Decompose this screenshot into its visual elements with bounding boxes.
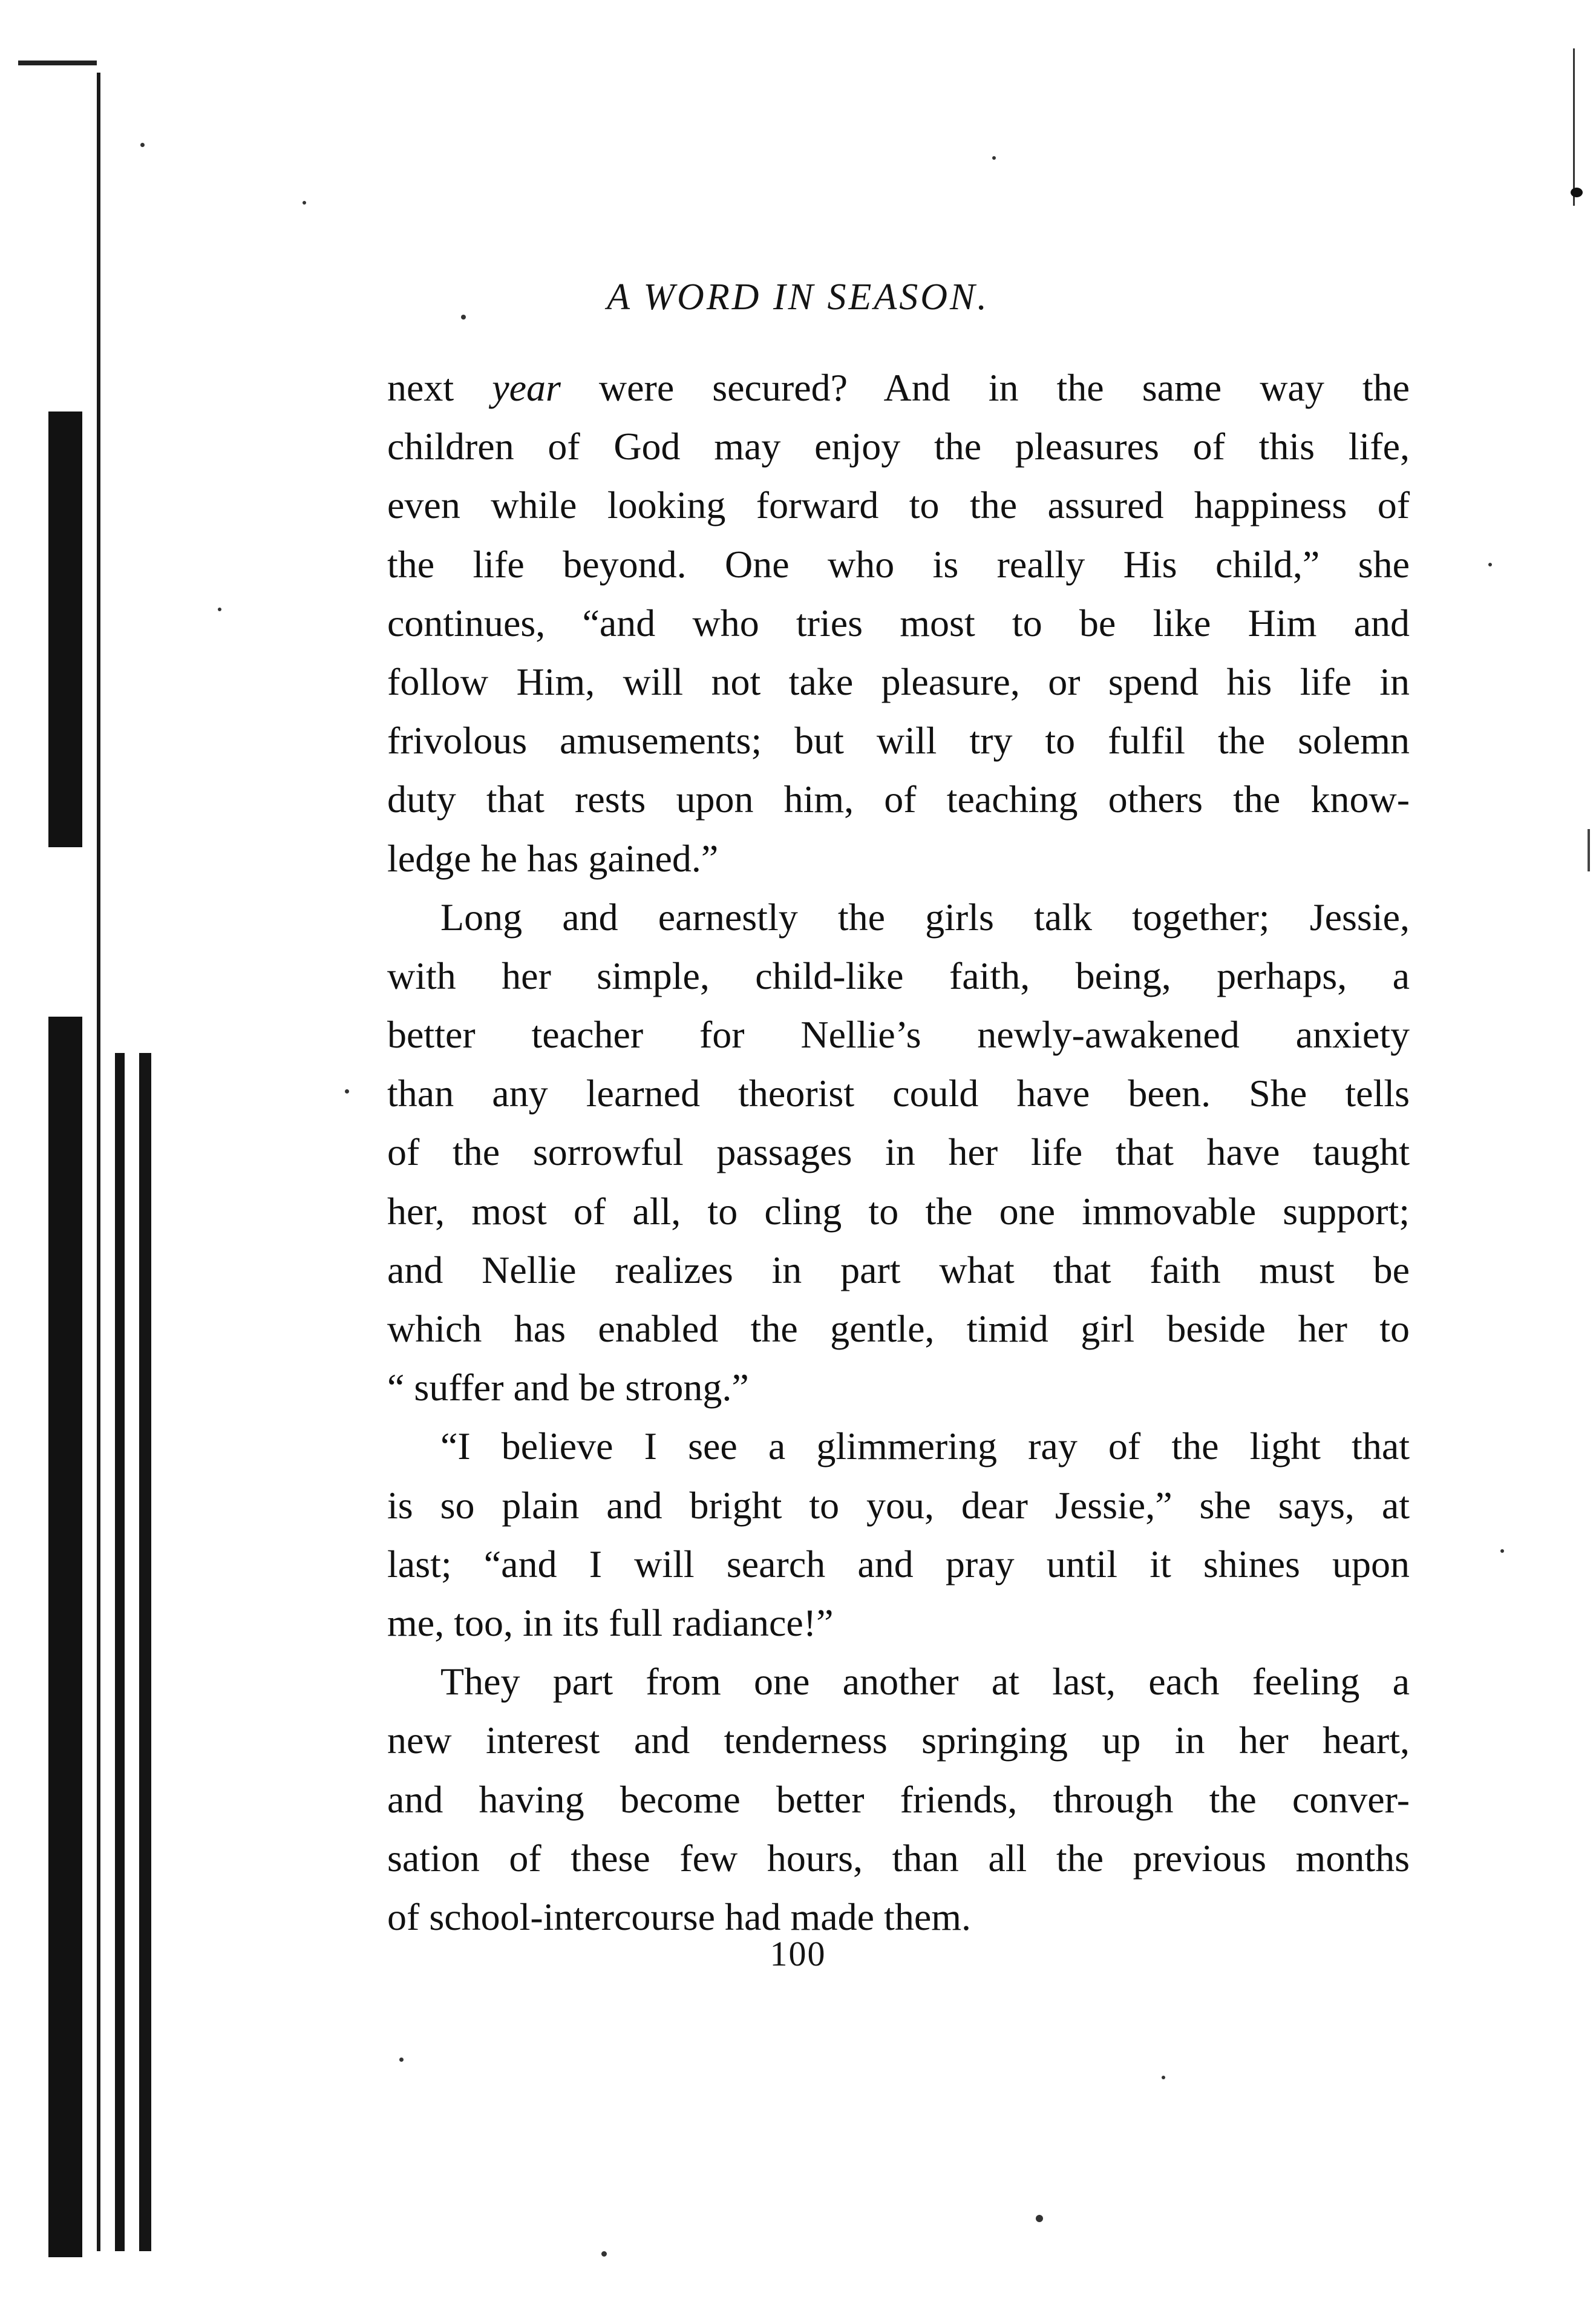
text-line: is so plain and bright to you, dear Jessie,” she says, at [387, 1483, 1410, 1527]
scan-speck [399, 2058, 404, 2062]
scan-speck [303, 201, 306, 205]
page-number: 100 [770, 1934, 826, 1973]
italic-word: year [492, 366, 561, 409]
binding-stripe [115, 1053, 125, 2251]
text-line: better teacher for Nellie’s newly-awakened anxiety [387, 1013, 1410, 1057]
scan-speck [345, 1089, 349, 1094]
scan-speck [1488, 563, 1492, 566]
binding-shadow-lower [48, 1017, 82, 2257]
scan-speck [140, 143, 145, 147]
text-line: “I believe I see a glimmering ray of the light that [440, 1425, 1410, 1468]
scan-speck [1036, 2215, 1043, 2222]
text-line: and having become better friends, through the conver- [387, 1777, 1410, 1821]
scan-artifact-tick [1588, 829, 1590, 871]
text-line: me, too, in its full radiance!” [387, 1601, 834, 1644]
text-line: Long and earnestly the girls talk together; Jessie, [440, 895, 1410, 939]
scan-speck [992, 156, 996, 160]
binding-shadow-upper [48, 412, 82, 847]
text-line: with her simple, child-like faith, being, perhaps, a [387, 954, 1410, 997]
text-line: the life beyond. One who is really His child,” she [387, 542, 1410, 586]
text-line: next year were secured? And in the same way the [387, 366, 1410, 409]
scan-artifact-right-edge [1573, 48, 1575, 206]
text-line: of the sorrowful passages in her life that have taught [387, 1130, 1410, 1174]
scan-artifact-top [18, 61, 97, 65]
scan-speck [1500, 1549, 1504, 1553]
text-line: children of God may enjoy the pleasures of this life, [387, 425, 1410, 468]
text-line: which has enabled the gentle, timid girl beside her to [387, 1307, 1410, 1350]
binding-stripe [139, 1053, 151, 2251]
text-line: sation of these few hours, than all the previous months [387, 1836, 1410, 1880]
text-line: They part from one another at last, each feeling a [440, 1660, 1410, 1704]
text-line: duty that rests upon him, of teaching others the know- [387, 778, 1410, 821]
scan-speck [218, 608, 221, 611]
text-line: new interest and tenderness springing up in her heart, [387, 1719, 1410, 1762]
text-line: frivolous amusements; but will try to fulfil the solemn [387, 719, 1410, 762]
text-line: and Nellie realizes in part what that faith must be [387, 1248, 1410, 1291]
text-line: “ suffer and be strong.” [387, 1366, 749, 1409]
scan-speck [1162, 2076, 1165, 2079]
text-line: even while looking forward to the assured happiness of [387, 484, 1410, 527]
text-line: of school-intercourse had made them. [387, 1895, 971, 1938]
text-line: continues, “and who tries most to be like Him and [387, 601, 1410, 644]
scan-speck [461, 315, 466, 320]
binding-edge [48, 73, 151, 2251]
scan-speck [601, 2251, 607, 2257]
text-line: than any learned theorist could have been. She tells [387, 1072, 1410, 1115]
text-line: follow Him, will not take pleasure, or spend his life in [387, 660, 1410, 703]
scan-artifact-blot [1571, 188, 1583, 197]
text-line: ledge he has gained.” [387, 836, 719, 880]
text-line: her, most of all, to cling to the one immovable support; [387, 1189, 1410, 1233]
running-head: A WORD IN SEASON. [607, 277, 989, 318]
text-line: last; “and I will search and pray until it shines upon [387, 1542, 1410, 1585]
binding-line [97, 73, 100, 2251]
body-text [387, 358, 1410, 1946]
